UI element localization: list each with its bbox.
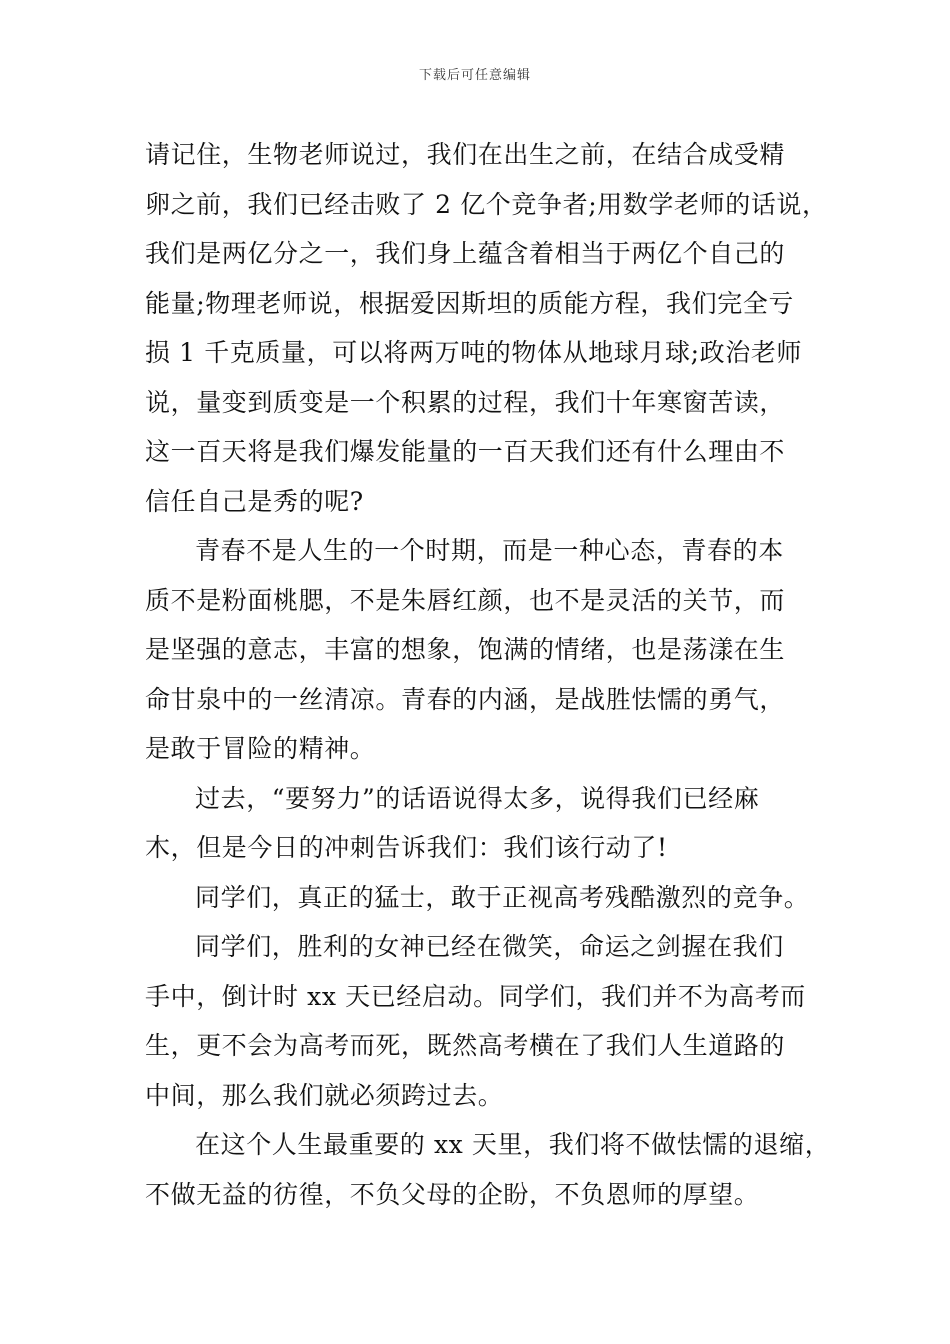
paragraph bbox=[145, 774, 825, 873]
text-line: 损 1 千克质量，可以将两万吨的物体从地球月球;政治老师 bbox=[145, 338, 803, 367]
text-line: 同学们，真正的猛士，敢于正视高考残酷激烈的竞争。 bbox=[195, 882, 810, 912]
paragraph bbox=[145, 130, 828, 526]
text-line: 不做无益的彷徨，不负父母的企盼，不负恩师的厚望。 bbox=[145, 1179, 760, 1209]
text-line: 中间，那么我们就必须跨过去。 bbox=[145, 1080, 504, 1110]
paragraph bbox=[145, 922, 825, 1120]
text-line: 这一百天将是我们爆发能量的一百天我们还有什么理由不 bbox=[145, 437, 786, 466]
paragraph bbox=[145, 1120, 831, 1219]
text-line: 是坚强的意志，丰富的想象，饱满的情绪，也是荡漾在生 bbox=[145, 635, 786, 664]
text-line: 我们是两亿分之一，我们身上蕴含着相当于两亿个自己的 bbox=[145, 239, 786, 268]
text-line: 同学们，胜利的女神已经在微笑，命运之剑握在我们 bbox=[195, 932, 784, 961]
text-line: 青春不是人生的一个时期，而是一种心态，青春的本 bbox=[195, 536, 784, 565]
text-line: 生，更不会为高考而死，既然高考横在了我们人生道路的 bbox=[145, 1031, 786, 1060]
text-line: 质不是粉面桃腮，不是朱唇红颜，也不是灵活的关节，而 bbox=[145, 585, 786, 615]
text-line: 能量;物理老师说，根据爱因斯坦的质能方程，我们完全亏 bbox=[145, 288, 795, 318]
text-line: 请记住，生物老师说过，我们在出生之前，在结合成受精 bbox=[145, 140, 786, 169]
text-line: 信任自己是秀的呢? bbox=[145, 486, 364, 516]
text-line: 木，但是今日的冲刺告诉我们：我们该行动了! bbox=[145, 833, 668, 862]
text-line: 在这个人生最重要的 xx 天里，我们将不做怯懦的退缩， bbox=[195, 1130, 831, 1159]
paragraph bbox=[145, 873, 825, 923]
text-line: 说，量变到质变是一个积累的过程，我们十年寒窗苦读， bbox=[145, 387, 786, 417]
text-line: 过去，“要努力”的话语说得太多，说得我们已经麻 bbox=[195, 783, 760, 813]
document-body bbox=[145, 130, 831, 1219]
page-header: 下载后可任意编辑 bbox=[418, 68, 531, 83]
text-line: 手中，倒计时 xx 天已经启动。同学们，我们并不为高考而 bbox=[145, 981, 806, 1011]
paragraph bbox=[145, 526, 825, 774]
text-line: 是敢于冒险的精神。 bbox=[145, 734, 376, 763]
text-line: 命甘泉中的一丝清凉。青春的内涵，是战胜怯懦的勇气， bbox=[145, 684, 786, 714]
text-line: 卵之前，我们已经击败了 2 亿个竞争者;用数学老师的话说， bbox=[145, 189, 828, 219]
